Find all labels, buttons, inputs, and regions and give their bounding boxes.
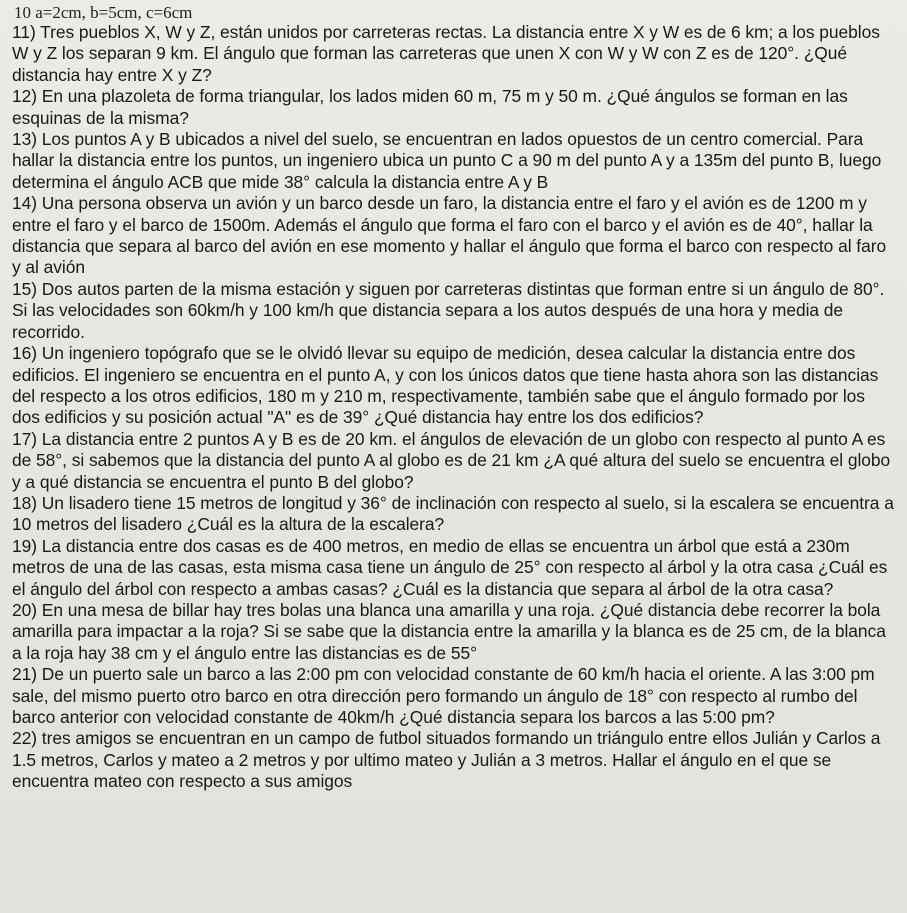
- problem-text: tres amigos se encuentran en un campo de futbol situados formando un triángulo entre ellos Julián y Carlos a 1.5 metros, Carlos y mateo a 2 metros y por ultimo mateo y Julián a 3 metros. Hallar el ángulo en el que se encuentra mateo con respecto a sus amigos: [12, 728, 881, 792]
- problem-number: 22): [12, 728, 37, 749]
- problem-20: [12, 600, 897, 664]
- problem-14: [12, 193, 897, 279]
- problem-text: De un puerto sale un barco a las 2:00 pm con velocidad constante de 60 km/h hacia el oriente. A las 3:00 pm sale, del mismo puerto otro barco en otra dirección pero formando un ángulo de 18° con respecto al rumbo del barco anterior con velocidad constante de 40km/h ¿Qué distancia separa los barcos a las 5:00 pm?: [12, 664, 875, 727]
- header-values: 10 a=2cm, b=5cm, c=6cm: [14, 3, 193, 22]
- problem-number: 16): [12, 343, 37, 364]
- problem-number: 12): [12, 86, 37, 107]
- problem-15: [12, 279, 897, 343]
- problem-number: 14): [12, 193, 37, 214]
- problem-17: [12, 429, 897, 493]
- problem-text: Tres pueblos X, W y Z, están unidos por carreteras rectas. La distancia entre X y W es de 6 km; a los pueblos W y Z los separan 9 km. El ángulo que forman las carreteras que unen X con W y W con Z es de 120°. ¿Qué distancia hay entre X y Z?: [12, 22, 880, 85]
- problem-16: [12, 343, 897, 429]
- problem-13: [12, 129, 897, 193]
- problem-18: [12, 493, 897, 536]
- problem-text: Los puntos A y B ubicados a nivel del suelo, se encuentran en lados opuestos de un centro comercial. Para hallar la distancia entre los puntos, un ingeniero ubica un punto C a 90 m del punto A y a 135m del punto B, luego determina el ángulo ACB que mide 38° calcula la distancia entre A y B: [12, 129, 882, 192]
- problem-12: [12, 86, 897, 129]
- problem-11: [12, 22, 897, 86]
- problem-text: La distancia entre 2 puntos A y B es de 20 km. el ángulos de elevación de un globo con respecto al punto A es de 58°, si sabemos que la distancia del punto A al globo es de 21 km ¿A qué altura del suelo se encuentra el globo y a qué distancia se encuentra el punto B del globo?: [12, 428, 891, 492]
- problem-number: 15): [12, 278, 37, 299]
- problem-number: 11): [12, 22, 36, 42]
- problem-text: Un lisadero tiene 15 metros de longitud y 36° de inclinación con respecto al suelo, si la escalera se encuentra a 10 metros del lisadero ¿Cuál es la altura de la escalera?: [12, 492, 894, 535]
- problem-text: La distancia entre dos casas es de 400 metros, en medio de ellas se encuentra un árbol que está a 230m metros de una de las casas, esta misma casa tiene un ángulo de 25° con respecto al árbol y la otra casa ¿Cuál es el ángulo del árbol con respecto a ambas casas? ¿Cuál es la distancia que separa al árbol de la otra casa?: [12, 535, 888, 599]
- problem-number: 18): [12, 492, 37, 513]
- problem-number: 20): [12, 599, 37, 620]
- problem-number: 21): [12, 664, 37, 685]
- problem-text: Dos autos parten de la misma estación y siguen por carreteras distintas que forman entre si un ángulo de 80°. Si las velocidades son 60km/h y 100 km/h que distancia separa a los autos después de una hora y media de recorrido.: [12, 278, 885, 342]
- problem-21: [12, 664, 897, 728]
- problem-22: [12, 728, 897, 792]
- problem-number: 13): [12, 129, 37, 150]
- problem-text: En una mesa de billar hay tres bolas una blanca una amarilla y una roja. ¿Qué distancia debe recorrer la bola amarilla para impactar a la roja? Si se sabe que la distancia entre la amarilla y la blanca es de 25 cm, de la blanca a la roja hay 38 cm y el ángulo entre las distancias es de 55°: [12, 599, 886, 663]
- problem-number: 19): [12, 535, 37, 556]
- problem-text: Una persona observa un avión y un barco desde un faro, la distancia entre el faro y el avión es de 1200 m y entre el faro y el barco de 1500m. Además el ángulo que forma el faro con el barco y el avión es de 40°, hallar la distancia que separa al barco del avión en ese momento y hallar el ángulo que forma el barco con respecto al faro y al avión: [12, 193, 887, 278]
- problem-number: 17): [12, 428, 37, 449]
- problem-text: Un ingeniero topógrafo que se le olvidó llevar su equipo de medición, desea calcular la distancia entre dos edificios. El ingeniero se encuentra en el punto A, y con los únicos datos que tiene hasta ahora son las distancias del respecto a los otros edificios, 180 m y 210 m, respectivamente, también sabe que el ángulo formado por los dos edificios y su posición actual "A" es de 39° ¿Qué distancia hay entre los dos edificios?: [12, 343, 879, 428]
- problem-text: En una plazoleta de forma triangular, los lados miden 60 m, 75 m y 50 m. ¿Qué ángulos se forman en las esquinas de la misma?: [12, 86, 848, 128]
- problem-19: [12, 536, 897, 600]
